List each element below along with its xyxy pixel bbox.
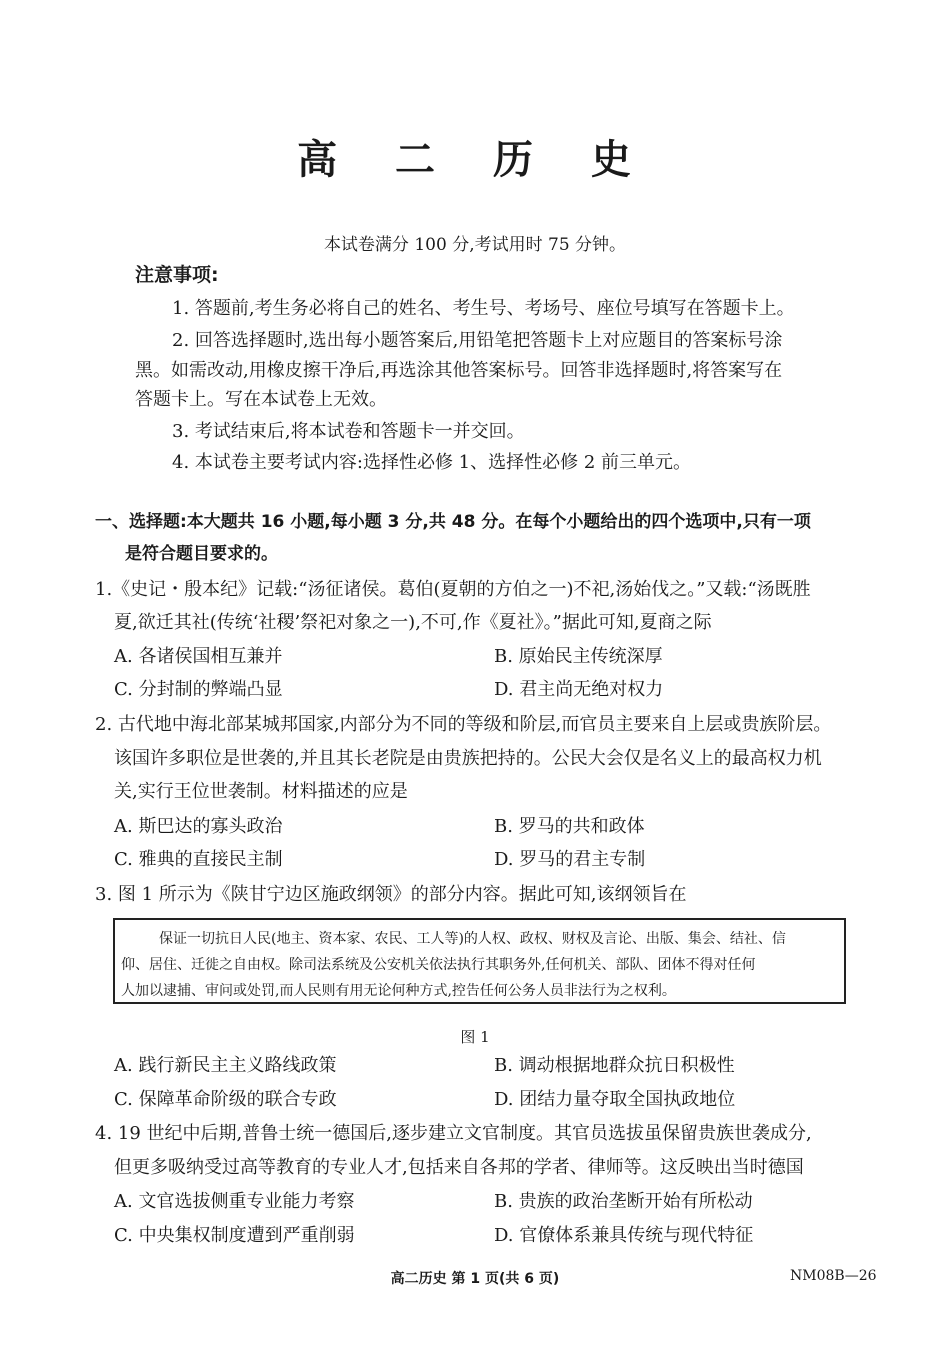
question-stem: 但更多吸纳受过高等教育的专业人才,包括来自各邦的学者、律师等。这反映出当时德国 (114, 1157, 804, 1178)
question-stem: 夏,欲迁其社(传统‘社稷’祭祀对象之一),不可,作《夏社》。”据此可知,夏商之际 (114, 612, 712, 633)
page-footer: 高二历史 第 1 页(共 6 页) (390, 1271, 560, 1287)
notice-line: 2. 回答选择题时,选出每小题答案后,用铅笔把答题卡上对应题目的答案标号涂 (172, 330, 783, 351)
option-a: A. 斯巴达的寡头政治 (114, 816, 283, 837)
option-c: C. 保障革命阶级的联合专政 (114, 1089, 337, 1110)
option-b: B. 贵族的政治垄断开始有所松动 (494, 1191, 753, 1212)
option-d: D. 罗马的君主专制 (494, 849, 646, 870)
question-stem: 该国许多职位是世袭的,并且其长老院是由贵族把持的。公民大会仅是名义上的最高权力机 (114, 748, 822, 769)
option-b: B. 原始民主传统深厚 (494, 646, 663, 667)
option-a: A. 文官选拔侧重专业能力考察 (114, 1191, 355, 1212)
option-c: C. 分封制的弊端凸显 (114, 679, 283, 700)
notice-line: 3. 考试结束后,将本试卷和答题卡一并交回。 (172, 421, 525, 442)
paper-code: NM08B—26 (790, 1268, 877, 1284)
question-stem: 3. 图 1 所示为《陕甘宁边区施政纲领》的部分内容。据此可知,该纲领旨在 (95, 884, 687, 905)
notice-line: 答题卡上。写在本试卷上无效。 (135, 389, 387, 410)
question-stem: 2. 古代地中海北部某城邦国家,内部分为不同的等级和阶层,而官员主要来自上层或贵族阶层。 (95, 714, 832, 735)
option-b: B. 调动根据地群众抗日积极性 (494, 1055, 735, 1076)
figure-box (113, 918, 846, 1004)
section-heading: 一、选择题:本大题共 16 小题,每小题 3 分,共 48 分。在每个小题给出的四个选项中,只有一项 (95, 512, 811, 532)
option-a: A. 践行新民主主义路线政策 (114, 1055, 337, 1076)
option-c: C. 中央集权制度遭到严重削弱 (114, 1225, 355, 1246)
option-c: C. 雅典的直接民主制 (114, 849, 283, 870)
option-d: D. 官僚体系兼具传统与现代特征 (494, 1225, 754, 1246)
notice-heading: 注意事项: (135, 264, 219, 286)
section-heading-cont: 是符合题目要求的。 (125, 544, 278, 564)
option-d: D. 君主尚无绝对权力 (494, 679, 664, 700)
notice-line: 1. 答题前,考生务必将自己的姓名、考生号、考场号、座位号填写在答题卡上。 (172, 298, 795, 319)
option-d: D. 团结力量夺取全国执政地位 (494, 1089, 736, 1110)
question-stem: 1.《史记・殷本纪》记载:“汤征诸侯。葛伯(夏朝的方伯之一)不祀,汤始伐之。”又载:“汤既胜 (95, 579, 811, 600)
notice-line: 黑。如需改动,用橡皮擦干净后,再选涂其他答案标号。回答非选择题时,将答案写在 (135, 360, 783, 381)
question-stem: 4. 19 世纪中后期,普鲁士统一德国后,逐步建立文官制度。其官员选拔虽保留贵族世袭成分, (95, 1123, 812, 1144)
exam-subtitle: 本试卷满分 100 分,考试用时 75 分钟。 (323, 235, 627, 255)
notice-line: 4. 本试卷主要考试内容:选择性必修 1、选择性必修 2 前三单元。 (172, 452, 692, 473)
figure-text-line: 保证一切抗日人民(地主、资本家、农民、工人等)的人权、政权、财权及言论、出版、集会、结社、信 (159, 931, 786, 947)
page-title: 高 二 历 史 (297, 137, 653, 183)
figure-text-line: 人加以逮捕、审问或处罚,而人民则有用无论何种方式,控告任何公务人员非法行为之权利。 (121, 983, 676, 999)
figure-caption: 图 1 (460, 1028, 490, 1046)
option-a: A. 各诸侯国相互兼并 (114, 646, 283, 667)
question-stem: 关,实行王位世袭制。材料描述的应是 (114, 781, 408, 802)
figure-text-line: 仰、居住、迁徙之自由权。除司法系统及公安机关依法执行其职务外,任何机关、部队、团体不得对任何 (121, 957, 756, 973)
option-b: B. 罗马的共和政体 (494, 816, 645, 837)
